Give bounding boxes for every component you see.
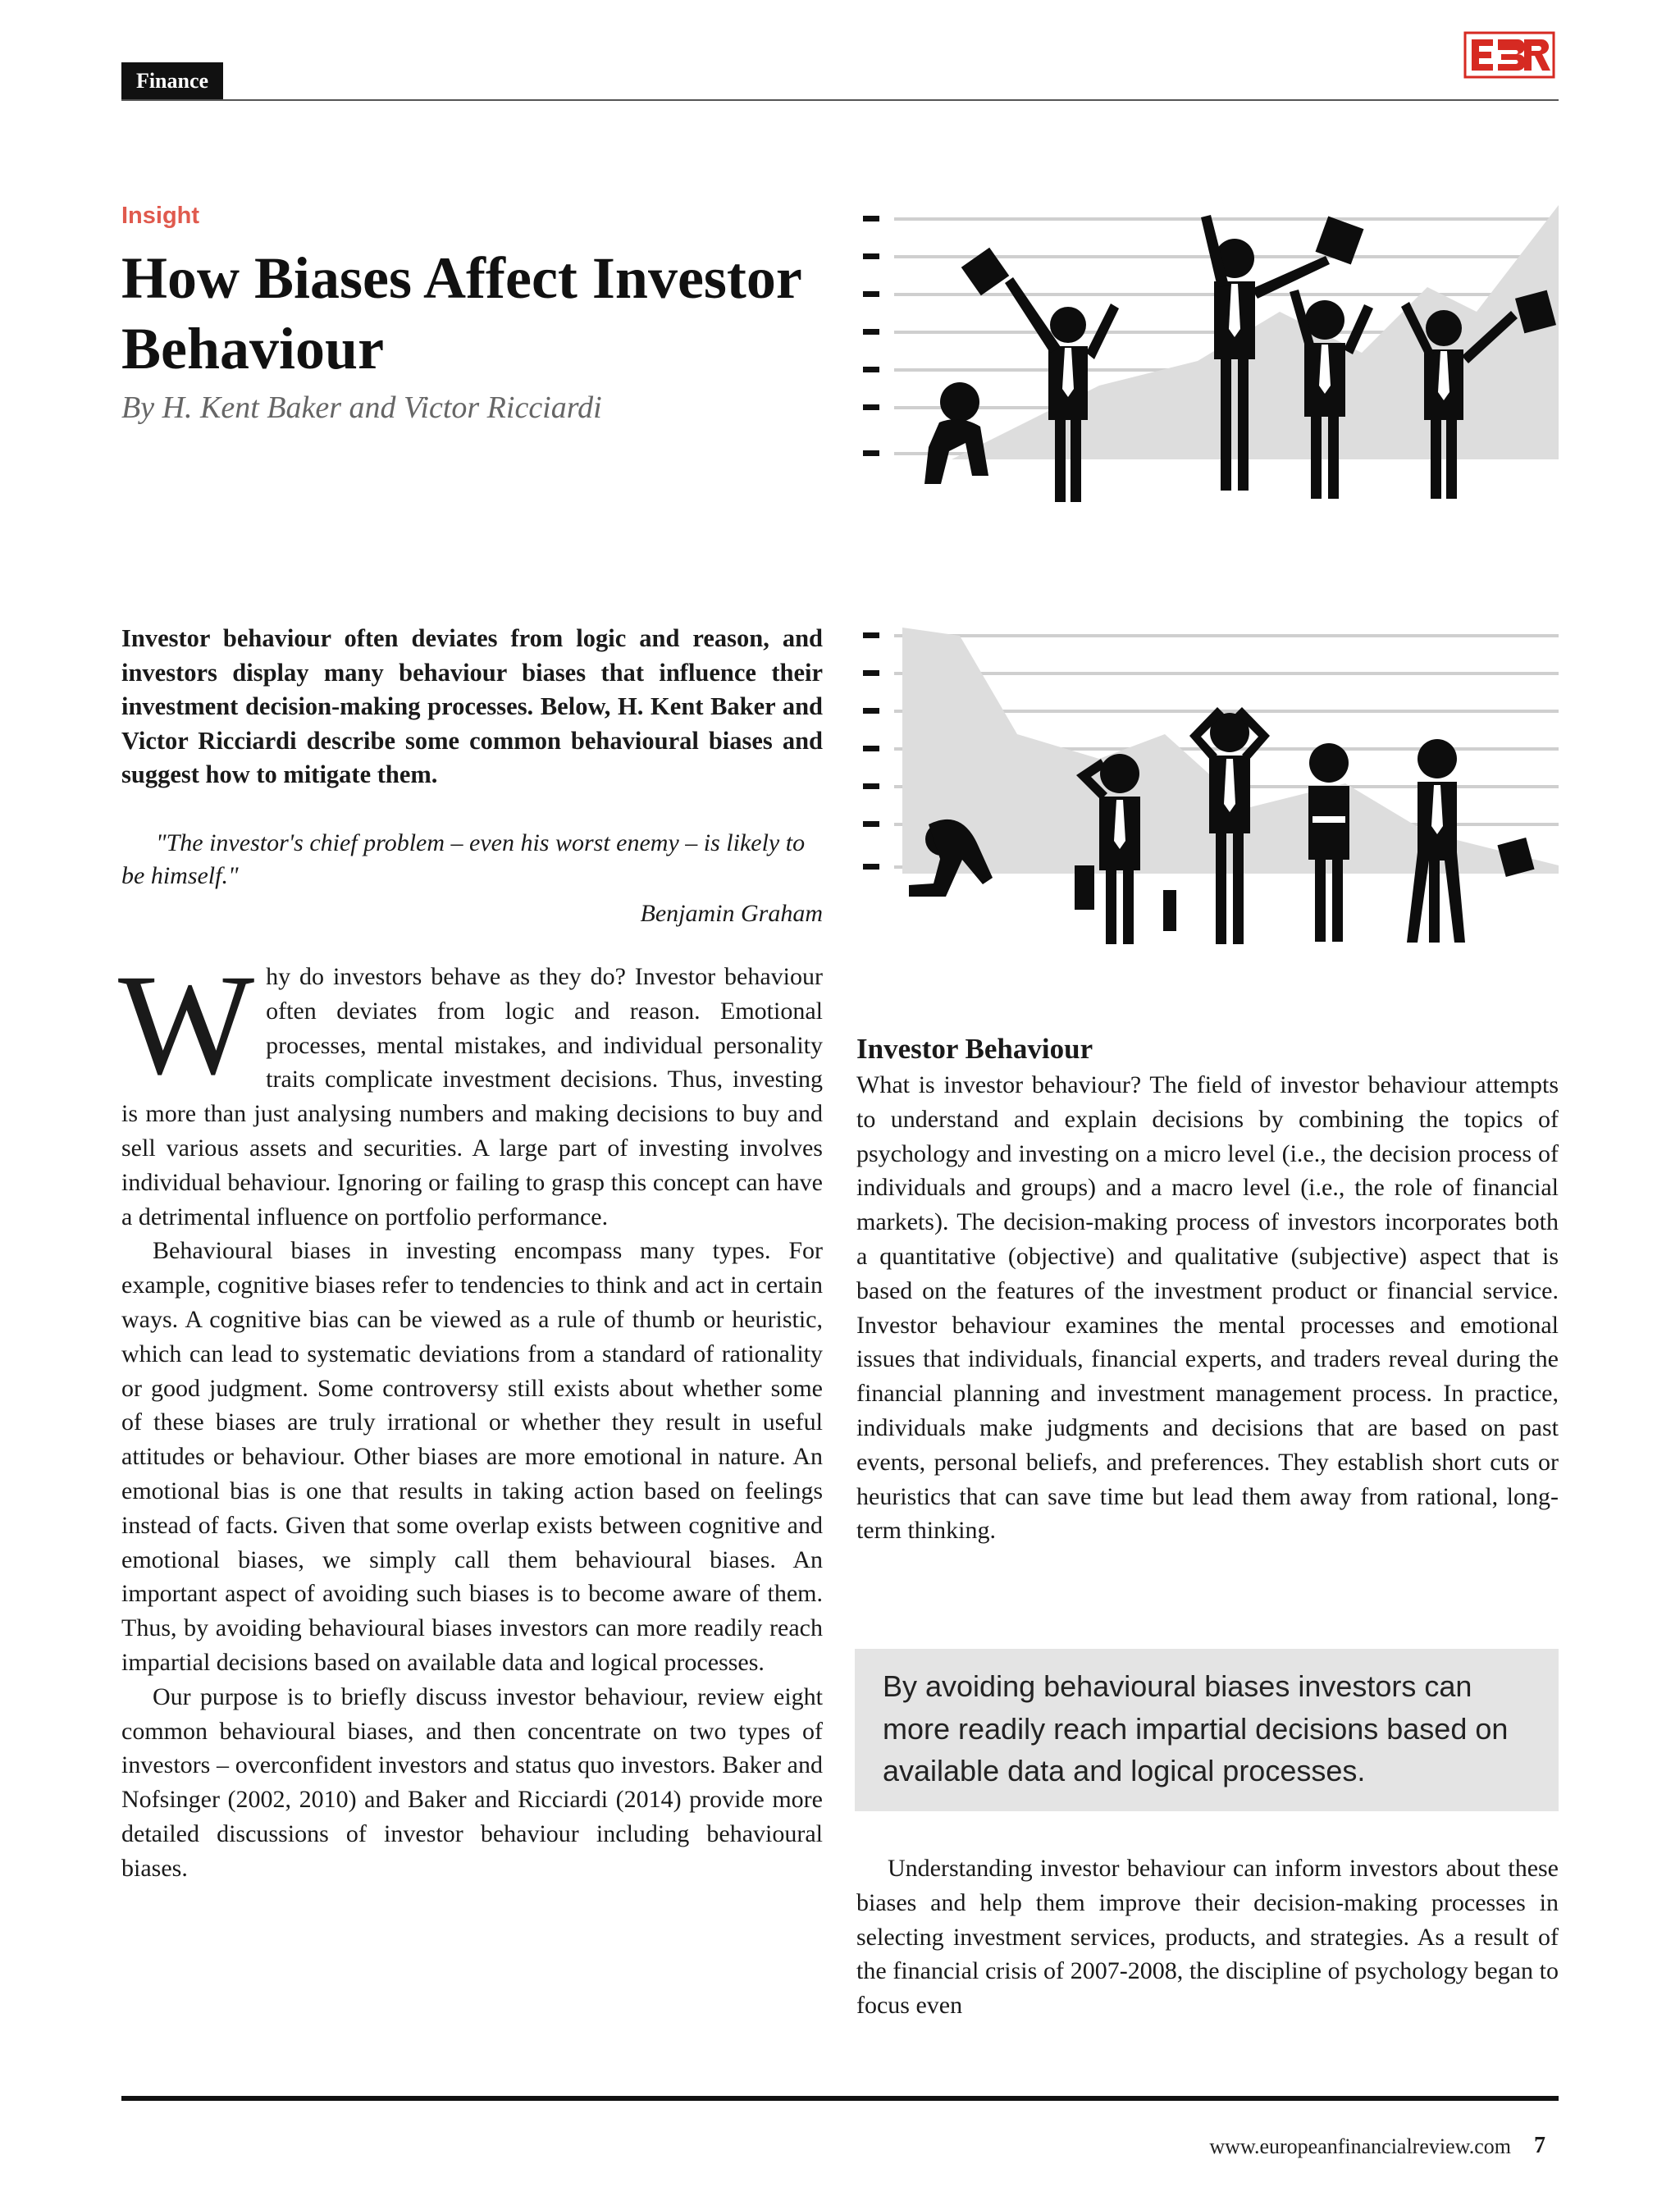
body-column-right-continued bbox=[856, 1851, 1559, 2023]
epigraph-quote: "The investor's chief problem – even his worst enemy – is likely to be himself." bbox=[121, 829, 806, 889]
axis-tick-marks bbox=[863, 216, 879, 456]
pull-quote-text: By avoiding behavioural biases investors can more readily reach impartial decisions based on available data and logical processes. bbox=[883, 1669, 1509, 1787]
epigraph-author: Benjamin Graham bbox=[640, 900, 823, 927]
article-kicker: Insight bbox=[121, 203, 200, 229]
footer-rule bbox=[121, 2096, 1559, 2101]
header-rule bbox=[121, 99, 1559, 101]
standfirst: Investor behaviour often deviates from logic and reason, and investors display many behaviour biases that influence their investment decision-making processes. Below, H. Kent Baker and Victor Ricciardi describe some common behavioural biases and suggest how to mitigate them. bbox=[121, 624, 823, 788]
drop-cap: W bbox=[118, 945, 255, 1105]
article-title: How Biases Affect Investor Behaviour bbox=[121, 245, 801, 381]
celebrating-investors-illustration bbox=[853, 197, 1567, 541]
despairing-investors-illustration bbox=[853, 619, 1567, 947]
ebr-logo bbox=[1463, 31, 1555, 79]
section-label: Finance bbox=[121, 62, 223, 100]
axis-tick-marks bbox=[863, 632, 879, 870]
section-subheading: Investor Behaviour bbox=[856, 1033, 1093, 1065]
page-number: 7 bbox=[1534, 2133, 1545, 2158]
body-paragraph: Behavioural biases in investing encompass many types. For example, cognitive biases refer to tendencies to think and act in certain ways. A cognitive bias can be viewed as a rule of thumb or heuristic, which can lead to systematic deviations from a standard of rationality or good judgment. Some controversy still exists about whether some of these biases are truly irrational or whether they result in useful attitudes or behaviour. Other biases are more emotional in nature. An emotional bias is one that results in taking action based on feelings instead of facts. Given that some overlap exists between cognitive and emotional biases, we simply call them behavioural biases. An important aspect of avoiding such biases is to become aware of them. Thus, by avoiding behavioural biases investors can more readily reach impartial decisions based on available data and logical processes. bbox=[121, 1237, 823, 1676]
body-paragraph: Our purpose is to briefly discuss investor behaviour, review eight common behavioural biases, and then concentrate on two types of investors – overconfident investors and status quo investors. Baker and Nofsinger (2002, 2010) and Baker and Ricciardi (2014) provide more detailed discussions of investor behaviour including behavioural biases. bbox=[121, 1682, 823, 1882]
article-byline: By H. Kent Baker and Victor Ricciardi bbox=[121, 390, 602, 425]
body-paragraph bbox=[118, 945, 823, 1234]
pull-quote bbox=[855, 1649, 1559, 1811]
body-column-left bbox=[118, 945, 823, 1886]
body-paragraph: Understanding investor behaviour can inform investors about these biases and help them improve their decision-making processes in selecting investment services, products, and strategies. As a result of the financial crisis of 2007-2008, the discipline of psychology began to focus even bbox=[856, 1855, 1559, 2020]
body-text: hy do investors behave as they do? Investor behaviour often deviates from logic and reason. Emotional processes, mental mistakes, and individual personality traits complicate investment decisions. Thus, investing is more than just analysing numbers and making decisions to buy and sell various assets and securities. A large part of investing involves individual behaviour. Ignoring or failing to grasp this concept can have a detrimental influence on portfolio performance. bbox=[121, 963, 823, 1230]
footer-url[interactable]: www.europeanfinancialreview.com bbox=[1209, 2134, 1511, 2158]
body-paragraph: What is investor behaviour? The field of investor behaviour attempts to understand and explain decisions by combining the topics of psychology and investing on a micro level (i.e., the decision process of individuals and groups) and a macro level (i.e., the role of financial markets). The decision-making process of investors incorporates both a quantitative (objective) and qualitative (subjective) aspect that is based on the features of the investment product or financial service. Investor behaviour examines the mental processes and emotional issues that individuals, financial experts, and traders reveal during the financial planning and investment management process. In practice, individuals make judgments and decisions that are based on past events, personal beliefs, and preferences. They establish short cuts or heuristics that can save time but lead them away from rational, long-term thinking. bbox=[856, 1071, 1559, 1545]
body-column-right bbox=[856, 1068, 1559, 1548]
